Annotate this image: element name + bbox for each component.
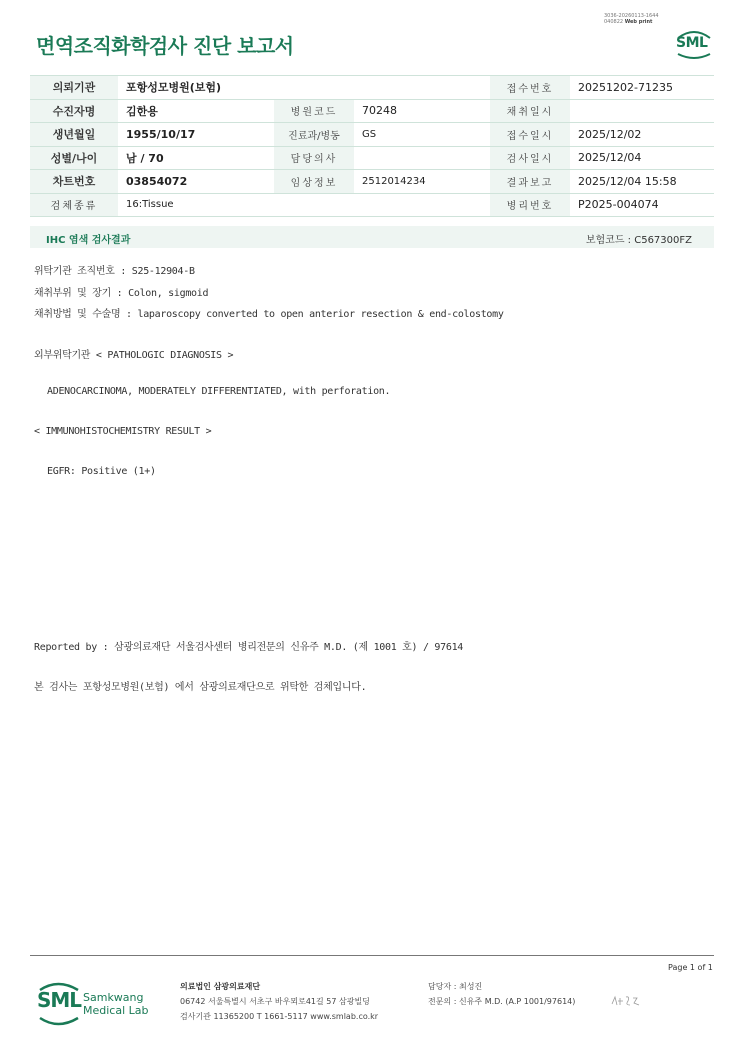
footer-organization: 의료법인 삼광의료재단 [180,982,261,991]
value-reception-number: 20251202-71235 [570,76,714,100]
label-clinical-info: 임상정보 [274,170,354,194]
web-print-label: Web print [624,19,653,25]
value-sex-age: 남 / 70 [118,146,274,170]
table-row [30,123,714,147]
value-pathology-number: P2025-004074 [570,193,714,217]
report-line-site: 채취부위 및 장기 : Colon, sigmoid [34,288,209,299]
label-pathology-number: 병리번호 [490,193,570,217]
ihc-section-header [30,226,714,248]
print-id-note [604,13,659,25]
table-row [30,170,714,194]
samkwang-logo [36,980,166,1030]
print-id-line1: 3036-20260113-1644 [604,13,659,19]
label-hospital-code: 병원코드 [274,99,354,123]
signature-icon [610,994,642,1008]
logo-sml-text: SML [37,988,82,1012]
footer-divider [30,955,714,956]
label-collection-date: 채취일시 [490,99,570,123]
label-department: 진료과/병동 [274,123,354,147]
label-chart-number: 차트번호 [30,170,118,194]
report-line-method: 채취방법 및 수술명 : laparoscopy converted to open anterior resection & end-colostomy [34,309,504,320]
print-id-line2-wrap [604,19,659,25]
value-patient-name: 김한용 [118,99,274,123]
value-clinical-info: 2512014234 [354,170,490,194]
label-reception-date: 접수일시 [490,123,570,147]
footer-specialist: 전문의 : 신유주 M.D. (A.P 1001/97614) [428,997,576,1006]
label-physician: 담당의사 [274,146,354,170]
report-line-notice: 본 검사는 포항성모병원(보험) 에서 삼광의료재단으로 위탁한 검체입니다. [34,682,367,693]
print-id-line2: 040822 [604,19,624,25]
value-collection-date [570,99,714,123]
value-result-report: 2025/12/04 15:58 [570,170,714,194]
patient-info-table [30,75,714,217]
table-row [30,193,714,217]
report-line-diagnosis-header: 외부위탁기관 < PATHOLOGIC DIAGNOSIS > [34,350,234,361]
label-sex-age: 성별/나이 [30,146,118,170]
label-reception-number: 접수번호 [490,76,570,100]
sml-logo-top [672,26,716,62]
report-title: 면역조직화학검사 진단 보고서 [36,34,294,58]
footer-address: 06742 서울특별시 서초구 바우뫼로41길 57 삼광빌딩 [180,997,370,1006]
table-row [30,146,714,170]
label-result-report: 결과보고 [490,170,570,194]
footer-manager: 담당자 : 최성진 [428,982,483,991]
insurance-code: 보험코드 : C567300FZ [585,235,692,246]
report-line-reported-by: Reported by : 삼광의료재단 서울검사센터 병리전문의 신유주 M.D. (제 1001 호) / 97614 [34,642,464,653]
value-physician [354,146,490,170]
value-requesting-institution: 포항성모병원(보험) [118,76,490,100]
value-test-date: 2025/12/04 [570,146,714,170]
footer-institution: 검사기관 11365200 T 1661-5117 www.smlab.co.kr [180,1012,379,1021]
label-birth-date: 생년월일 [30,123,118,147]
label-specimen-type: 검체종류 [30,193,118,217]
value-specimen-type: 16:Tissue [118,193,490,217]
page-number: Page 1 of 1 [668,963,713,972]
table-row [30,99,714,123]
report-line-ihc-header: < IMMUNOHISTOCHEMISTRY RESULT > [34,426,212,437]
value-department: GS [354,123,490,147]
report-line-diagnosis: ADENOCARCINOMA, MODERATELY DIFFERENTIATED, with perforation. [47,386,391,397]
table-row [30,76,714,100]
value-chart-number: 03854072 [118,170,274,194]
report-line-egfr: EGFR: Positive (1+) [47,466,156,477]
label-test-date: 검사일시 [490,146,570,170]
logo-name-line1: Samkwang [83,991,144,1004]
label-requesting-institution: 의뢰기관 [30,76,118,100]
value-birth-date: 1955/10/17 [118,123,274,147]
value-hospital-code: 70248 [354,99,490,123]
value-reception-date: 2025/12/02 [570,123,714,147]
logo-text: SML [676,35,708,51]
logo-name-line2: Medical Lab [83,1004,149,1017]
label-patient-name: 수진자명 [30,99,118,123]
report-line-tissue-number: 위탁기관 조직번호 : S25-12904-B [34,266,195,277]
ihc-section-title: IHC 염색 검사결과 [46,235,131,246]
